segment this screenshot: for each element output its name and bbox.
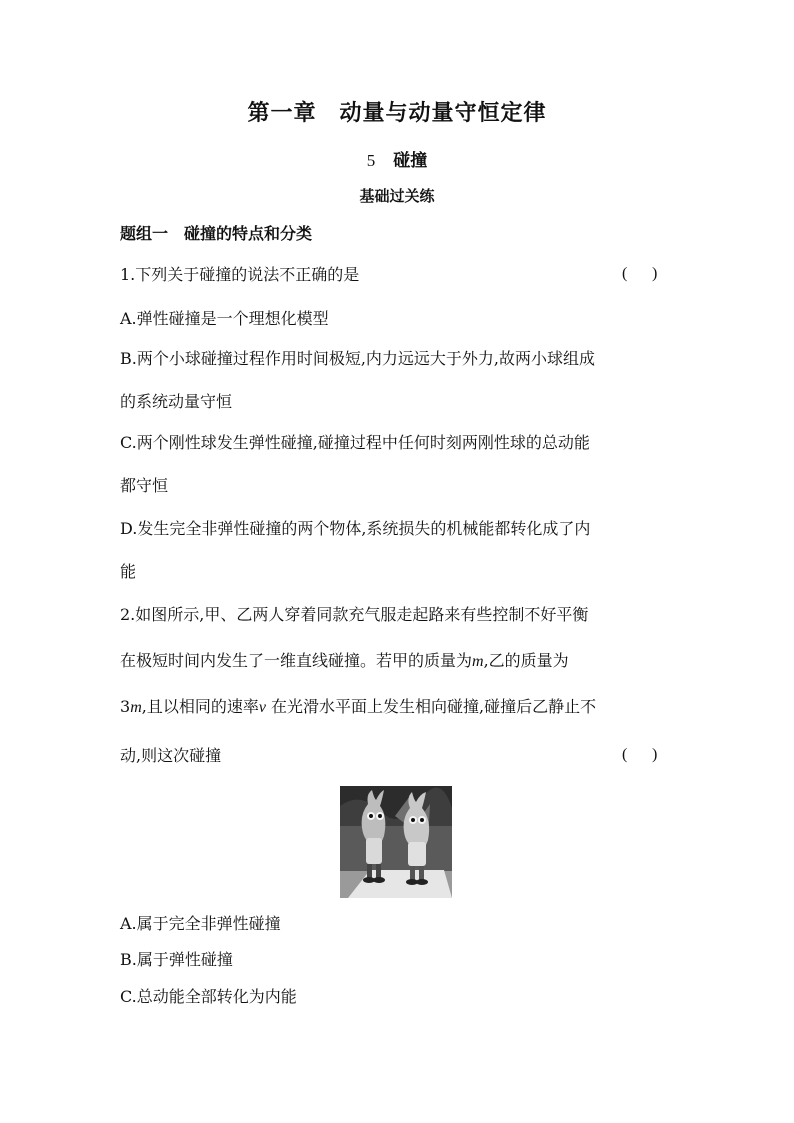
q2-paren-left: (	[622, 746, 628, 763]
chapter-title: 第一章 动量与动量守恒定律	[247, 101, 547, 126]
q1-option-c-line1: C.两个刚性球发生弹性碰撞,碰撞过程中任何时刻两刚性球的总动能	[120, 433, 590, 452]
q1-option-b-line1: B.两个小球碰撞过程作用时间极短,内力远远大于外力,故两小球组成	[120, 349, 596, 368]
q2-stem-line3	[120, 697, 680, 718]
lesson-number: 5	[366, 151, 376, 170]
q2-stem-line4: 动,则这次碰撞	[120, 746, 222, 765]
costume-photo	[340, 786, 452, 898]
var-m: m	[130, 699, 142, 716]
q2-text: ,乙的质量为	[483, 651, 569, 670]
q1-option-d-line2: 能	[120, 562, 137, 581]
q1-option-d-line1: D.发生完全非弹性碰撞的两个物体,系统损失的机械能都转化成了内	[120, 519, 591, 538]
q2-option-c: C.总动能全部转化为内能	[120, 987, 297, 1006]
q2-paren-right: )	[652, 746, 658, 763]
q1-paren-left: (	[622, 265, 628, 282]
q1-option-b-line2: 的系统动量守恒	[120, 392, 233, 411]
q2-stem-line1: 2.如图所示,甲、乙两人穿着同款充气服走起路来有些控制不好平衡	[120, 605, 589, 624]
var-m: m	[472, 653, 484, 670]
q2-option-b: B.属于弹性碰撞	[120, 950, 233, 969]
q1-option-a: A.弹性碰撞是一个理想化模型	[120, 309, 329, 328]
q1-option-c-line2: 都守恒	[120, 476, 169, 495]
group-heading: 题组一 碰撞的特点和分类	[120, 224, 313, 243]
section-heading: 基础过关练	[359, 187, 435, 205]
q2-answer-blank	[622, 746, 682, 764]
costume-photo-image	[340, 786, 452, 898]
lesson-title	[0, 146, 794, 171]
q2-text: 在光滑水平面上发生相向碰撞,碰撞后乙静止不	[265, 697, 597, 716]
q2-text: 在极短时间内发生了一维直线碰撞。若甲的质量为	[120, 651, 473, 670]
lesson-name: 碰撞	[393, 151, 428, 171]
var-v: v	[258, 699, 266, 716]
q2-text: 3	[120, 697, 131, 716]
q2-stem-line2	[120, 651, 680, 672]
q1-stem: 1.下列关于碰撞的说法不正确的是	[120, 265, 360, 284]
q1-answer-blank	[622, 265, 682, 283]
q2-text: ,且以相同的速率	[141, 697, 259, 716]
q2-option-a: A.属于完全非弹性碰撞	[120, 914, 281, 933]
q1-paren-right: )	[652, 265, 658, 282]
